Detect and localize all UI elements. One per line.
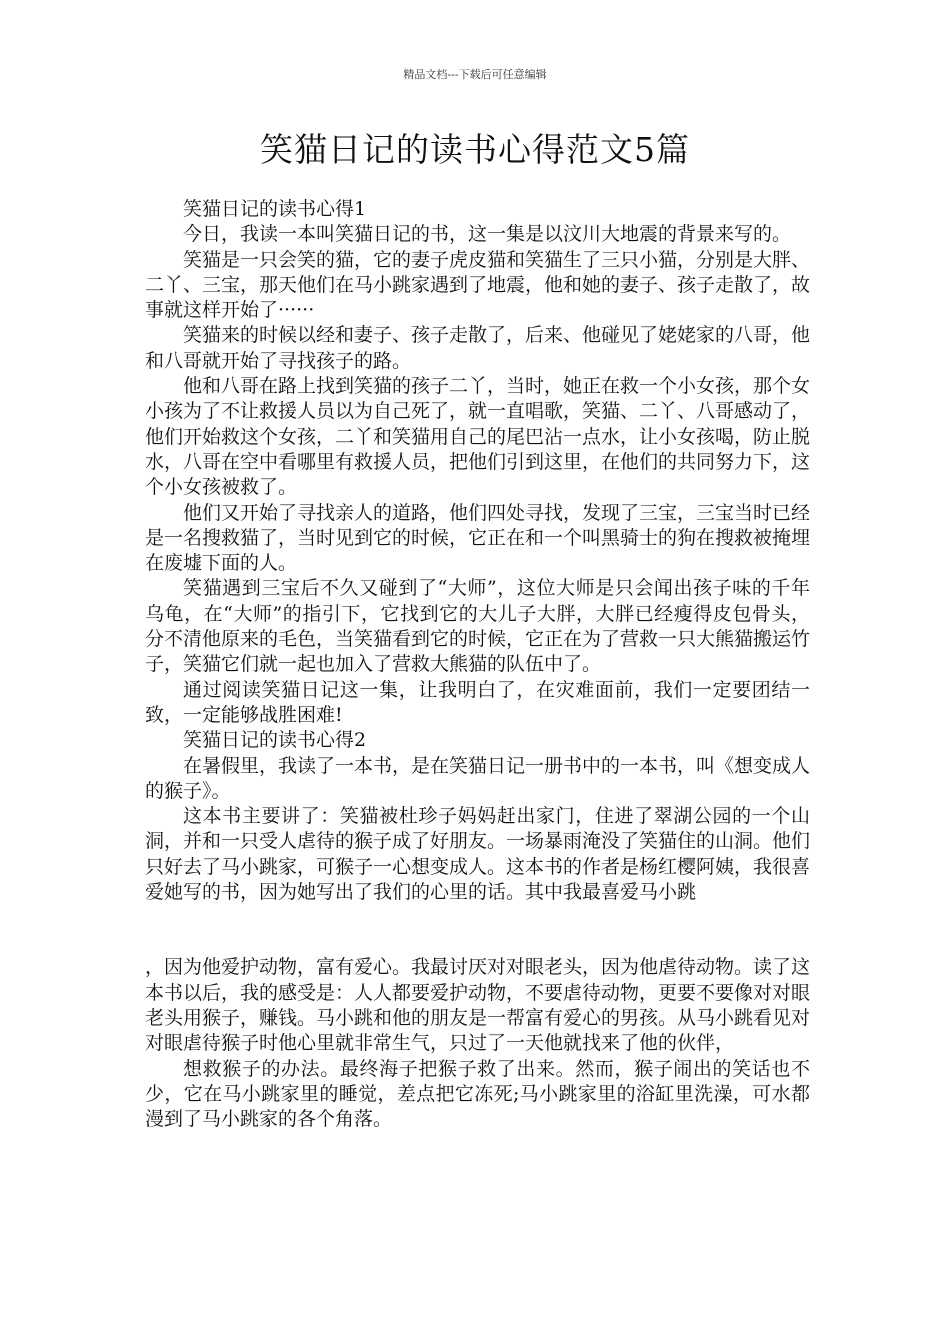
document-title: 笑猫日记的读书心得范文5篇 [260,130,690,169]
paragraph: 笑猫是一只会笑的猫，它的妻子虎皮猫和笑猫生了三只小猫，分别是大胖、二丫、三宝，那天他们在马小跳家遇到了地震，他和她的妻子、孩子走散了，故事就这样开始了······ [145,248,811,322]
paragraph: ，因为他爱护动物，富有爱心。我最讨厌对对眼老头，因为他虐待动物。读了这本书以后，我的感受是：人人都要爱护动物，不要虐待动物，更要不要像对对眼老头用猴子，赚钱。马小跳和他的朋友是一帮富有爱心的男孩。从马小跳看见对对眼虐待猴子时他心里就非常生气，只过了一天他就找来了他的伙伴， [145,956,811,1055]
paragraph: 这本书主要讲了：笑猫被杜珍子妈妈赶出家门，住进了翠湖公园的一个山洞，并和一只受人虐待的猴子成了好朋友。一场暴雨淹没了笑猫住的山洞。他们只好去了马小跳家，可猴子一心想变成人。这本书的作者是杨红樱阿姨，我很喜爱她写的书，因为她写出了我们的心里的话。其中我最喜爱马小跳 [145,805,811,904]
document-body [145,197,810,1132]
paragraph: 通过阅读笑猫日记这一集，让我明白了，在灾难面前，我们一定要团结一致，一定能够战胜困难! [145,678,810,726]
paragraph: 在暑假里，我读了一本书，是在笑猫日记一册书中的一本书，叫《想变成人的猴子》。 [145,754,811,802]
paragraph: 笑猫遇到三宝后不久又碰到了“大师”，这位大师是只会闻出孩子味的千年乌龟，在“大师”的指引下，它找到它的大儿子大胖，大胖已经瘦得皮包骨头，分不清他原来的毛色，当笑猫看到它的时候，它正在为了营救一只大熊猫搬运竹子，笑猫它们就一起也加入了营救大熊猫的队伍中了。 [145,577,811,676]
paragraph: 笑猫来的时候以经和妻子、孩子走散了，后来、他碰见了姥姥家的八哥，他和八哥就开始了寻找孩子的路。 [145,324,811,372]
section-heading-1: 笑猫日记的读书心得1 [183,198,367,220]
section-heading-2: 笑猫日记的读书心得2 [183,729,367,752]
header-note: 精品文档---下载后可任意编辑 [403,68,547,81]
paragraph: 今日，我读一本叫笑猫日记的书，这一集是以汶川大地震的背景来写的。 [183,223,792,246]
paragraph: 想救猴子的办法。最终海子把猴子救了出来。然而，猴子闹出的笑话也不少，它在马小跳家里的睡觉，差点把它冻死;马小跳家里的浴缸里洗澡，可水都漫到了马小跳家的各个角落。 [145,1057,810,1131]
paragraph: 他们又开始了寻找亲人的道路，他们四处寻找，发现了三宝，三宝当时已经是一名搜救猫了，当时见到它的时候，它正在和一个叫黑骑士的狗在搜救被掩埋在废墟下面的人。 [145,501,811,575]
paragraph: 他和八哥在路上找到笑猫的孩子二丫，当时，她正在救一个小女孩，那个女小孩为了不让救援人员以为自己死了，就一直唱歌，笑猫、二丫、八哥感动了，他们开始救这个女孩，二丫和笑猫用自己的尾巴沾一点水，让小女孩喝，防止脱水，八哥在空中看哪里有救援人员，把他们引到这里，在他们的共同努力下，这个小女孩被救了。 [145,375,811,499]
